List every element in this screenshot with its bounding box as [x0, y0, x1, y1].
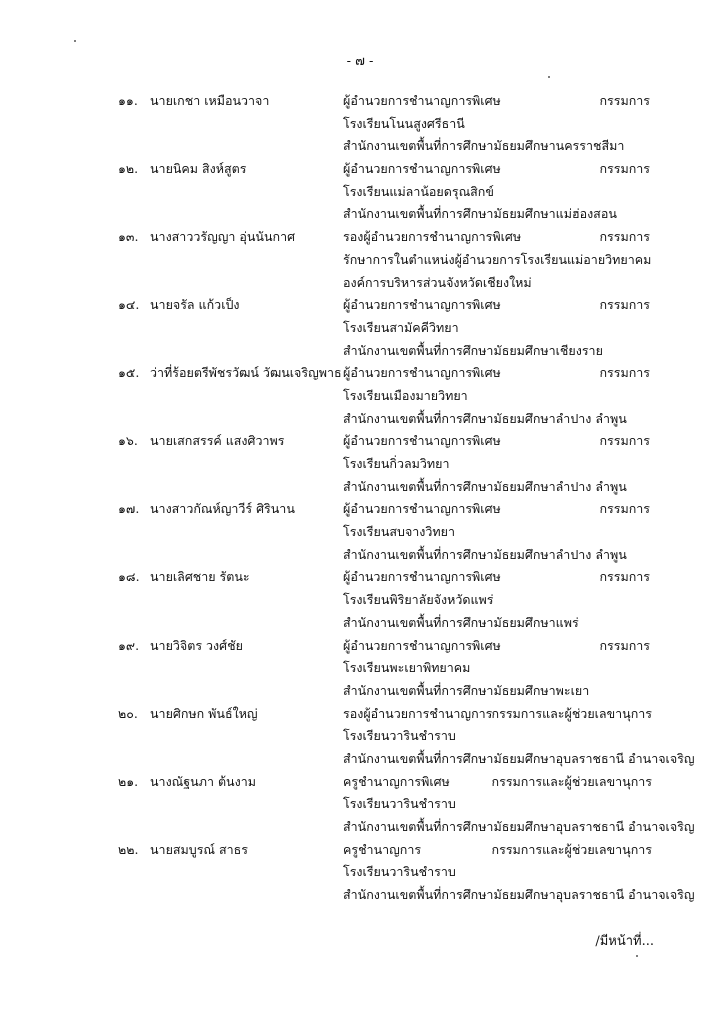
committee-entry	[0, 430, 720, 498]
committee-role: กรรมการ	[599, 297, 650, 313]
member-name: นายเสกสรรค์ แสงศิวาพร	[150, 433, 285, 449]
entry-first-line	[0, 635, 720, 658]
entry-number: ๑๕.	[118, 365, 140, 381]
continuation-note: /มีหน้าที่...	[595, 934, 654, 949]
scan-speck	[636, 955, 638, 957]
member-affiliation: โรงเรียนสามัคคีวิทยา	[343, 319, 459, 335]
scan-speck	[74, 40, 76, 42]
entry-first-line	[0, 703, 720, 726]
entry-detail-line	[0, 521, 720, 544]
entry-number: ๑๖.	[118, 433, 138, 449]
entry-detail-line	[0, 884, 720, 907]
entry-detail-line	[0, 544, 720, 567]
member-affiliation: รักษาการในตำแหน่งผู้อำนวยการโรงเรียนแม่อายวิทยาคม	[343, 251, 652, 267]
member-affiliation: สำนักงานเขตพื้นที่การศึกษามัธยมศึกษาลำปาง ลำพูน	[343, 478, 627, 494]
member-affiliation: สำนักงานเขตพื้นที่การศึกษามัธยมศึกษาลำปาง ลำพูน	[343, 546, 627, 562]
entry-number: ๑๘.	[118, 569, 140, 585]
member-position: ผู้อำนวยการชำนาญการพิเศษ	[343, 365, 501, 381]
entry-detail-line	[0, 113, 720, 136]
member-position: ครูชำนาญการ	[343, 841, 422, 857]
committee-role: กรรมการและผู้ช่วยเลขานุการ	[491, 705, 652, 721]
member-affiliation: โรงเรียนวารินชำราบ	[343, 728, 456, 744]
committee-entry	[0, 226, 720, 294]
entry-detail-line	[0, 385, 720, 408]
entry-detail-line	[0, 680, 720, 703]
member-name: นายวิจิตร วงศ์ชัย	[150, 637, 243, 653]
entry-number: ๑๙.	[118, 637, 140, 653]
entry-first-line	[0, 498, 720, 521]
entry-detail-line	[0, 861, 720, 884]
member-position: ผู้อำนวยการชำนาญการพิเศษ	[343, 569, 501, 585]
member-affiliation: สำนักงานเขตพื้นที่การศึกษามัธยมศึกษาแม่ฮ่องสอน	[343, 206, 617, 222]
committee-role: กรรมการ	[599, 501, 650, 517]
member-name: นายจรัล แก้วเป็ง	[150, 297, 240, 313]
member-affiliation: สำนักงานเขตพื้นที่การศึกษามัธยมศึกษาเชียงราย	[343, 342, 603, 358]
member-position: รองผู้อำนวยการชำนาญการ	[343, 705, 493, 721]
entry-detail-line	[0, 453, 720, 476]
committee-entry	[0, 294, 720, 362]
entry-detail-line	[0, 181, 720, 204]
member-affiliation: โรงเรียนวารินชำราบ	[343, 864, 456, 880]
member-affiliation: โรงเรียนสบจางวิทยา	[343, 524, 455, 540]
entry-detail-line	[0, 657, 720, 680]
entry-detail-line	[0, 340, 720, 363]
entry-detail-line	[0, 317, 720, 340]
member-name: นายศิกษก พันธ์ใหญ่	[150, 705, 258, 721]
member-affiliation: โรงเรียนโนนสูงศรีธานี	[343, 115, 465, 131]
entry-number: ๒๒.	[118, 841, 139, 857]
committee-entry	[0, 703, 720, 771]
member-name: นางณัฐนภา ต้นงาม	[150, 773, 256, 789]
committee-role: กรรมการ	[599, 637, 650, 653]
entry-number: ๒๐.	[118, 705, 138, 721]
member-position: ผู้อำนวยการชำนาญการพิเศษ	[343, 161, 501, 177]
entry-first-line	[0, 158, 720, 181]
entry-detail-line	[0, 793, 720, 816]
member-affiliation: สำนักงานเขตพื้นที่การศึกษามัธยมศึกษาแพร่	[343, 614, 579, 630]
member-name: นายเกชา เหมือนวาจา	[150, 93, 270, 108]
entry-first-line	[0, 362, 720, 385]
entry-detail-line	[0, 249, 720, 272]
member-position: ครูชำนาญการพิเศษ	[343, 773, 450, 789]
committee-role: กรรมการและผู้ช่วยเลขานุการ	[491, 841, 652, 857]
member-affiliation: โรงเรียนพะเยาพิทยาคม	[343, 660, 471, 676]
member-affiliation: สำนักงานเขตพื้นที่การศึกษามัธยมศึกษาพะเยา	[343, 682, 590, 698]
committee-entry	[0, 158, 720, 226]
member-affiliation: องค์การบริหารส่วนจังหวัดเชียงใหม่	[343, 274, 532, 290]
member-position: ผู้อำนวยการชำนาญการพิเศษ	[343, 93, 501, 108]
entry-detail-line	[0, 135, 720, 158]
entry-first-line	[0, 90, 720, 113]
member-affiliation: โรงเรียนวารินชำราบ	[343, 796, 456, 812]
member-name: นายนิคม สิงห์สูตร	[150, 161, 247, 177]
member-affiliation: โรงเรียนเมืองมายวิทยา	[343, 387, 468, 403]
member-affiliation: สำนักงานเขตพื้นที่การศึกษามัธยมศึกษาอุบลราชธานี อำนาจเจริญ	[343, 819, 695, 834]
committee-role: กรรมการ	[599, 569, 650, 585]
committee-role: กรรมการ	[599, 229, 650, 245]
entry-detail-line	[0, 476, 720, 499]
entry-detail-line	[0, 203, 720, 226]
member-position: ผู้อำนวยการชำนาญการพิเศษ	[343, 297, 501, 313]
committee-entry	[0, 498, 720, 566]
member-position: รองผู้อำนวยการชำนาญการพิเศษ	[343, 229, 522, 245]
page-number: - ๗ -	[346, 54, 374, 69]
scan-speck	[548, 76, 550, 78]
member-position: ผู้อำนวยการชำนาญการพิเศษ	[343, 501, 501, 517]
entry-first-line	[0, 226, 720, 249]
member-position: ผู้อำนวยการชำนาญการพิเศษ	[343, 637, 501, 653]
committee-entry	[0, 90, 720, 158]
entry-detail-line	[0, 589, 720, 612]
entry-detail-line	[0, 272, 720, 295]
committee-role: กรรมการ	[599, 161, 650, 177]
committee-entry	[0, 362, 720, 430]
committee-entry	[0, 839, 720, 907]
entry-first-line	[0, 771, 720, 794]
member-name: นายเลิศชาย รัตนะ	[150, 569, 250, 585]
member-affiliation: สำนักงานเขตพื้นที่การศึกษามัธยมศึกษาอุบลราชธานี อำนาจเจริญ	[343, 750, 695, 766]
member-name: นางสาวกัณห์ญาวีร์ ศิรินาน	[150, 501, 295, 517]
entry-detail-line	[0, 748, 720, 771]
entry-detail-line	[0, 816, 720, 839]
committee-role: กรรมการ	[599, 433, 650, 449]
entry-number: ๑๑.	[118, 93, 138, 108]
entry-first-line	[0, 566, 720, 589]
member-affiliation: โรงเรียนกิ่วลมวิทยา	[343, 456, 450, 471]
member-name: ว่าที่ร้อยตรีพัชรวัฒน์ วัฒนเจริญพาธ	[150, 365, 342, 381]
entry-detail-line	[0, 612, 720, 635]
entry-number: ๑๓.	[118, 229, 139, 245]
entry-number: ๑๔.	[118, 297, 140, 313]
committee-entry	[0, 635, 720, 703]
member-position: ผู้อำนวยการชำนาญการพิเศษ	[343, 433, 501, 449]
member-affiliation: สำนักงานเขตพื้นที่การศึกษามัธยมศึกษาอุบลราชธานี อำนาจเจริญ	[343, 887, 695, 903]
entry-number: ๑๒.	[118, 161, 139, 177]
committee-entry	[0, 566, 720, 634]
member-name: นางสาววรัญญา อุ่นนันกาศ	[150, 229, 296, 245]
member-affiliation: โรงเรียนพิริยาลัยจังหวัดแพร่	[343, 592, 494, 608]
entry-number: ๑๗.	[118, 501, 140, 517]
committee-role: กรรมการและผู้ช่วยเลขานุการ	[491, 773, 652, 789]
entry-detail-line	[0, 408, 720, 431]
entry-number: ๒๑.	[118, 773, 139, 789]
member-affiliation: สำนักงานเขตพื้นที่การศึกษามัธยมศึกษานครราชสีมา	[343, 138, 625, 154]
member-affiliation: สำนักงานเขตพื้นที่การศึกษามัธยมศึกษาลำปาง ลำพูน	[343, 410, 627, 426]
committee-role: กรรมการ	[599, 365, 650, 381]
entry-first-line	[0, 430, 720, 453]
member-name: นายสมบูรณ์ สาธร	[150, 841, 248, 857]
entry-first-line	[0, 839, 720, 862]
member-affiliation: โรงเรียนแม่ลาน้อยดรุณสิกข์	[343, 183, 494, 199]
entry-first-line	[0, 294, 720, 317]
committee-entry	[0, 771, 720, 839]
committee-list	[0, 90, 720, 907]
committee-role: กรรมการ	[599, 93, 650, 108]
entry-detail-line	[0, 725, 720, 748]
